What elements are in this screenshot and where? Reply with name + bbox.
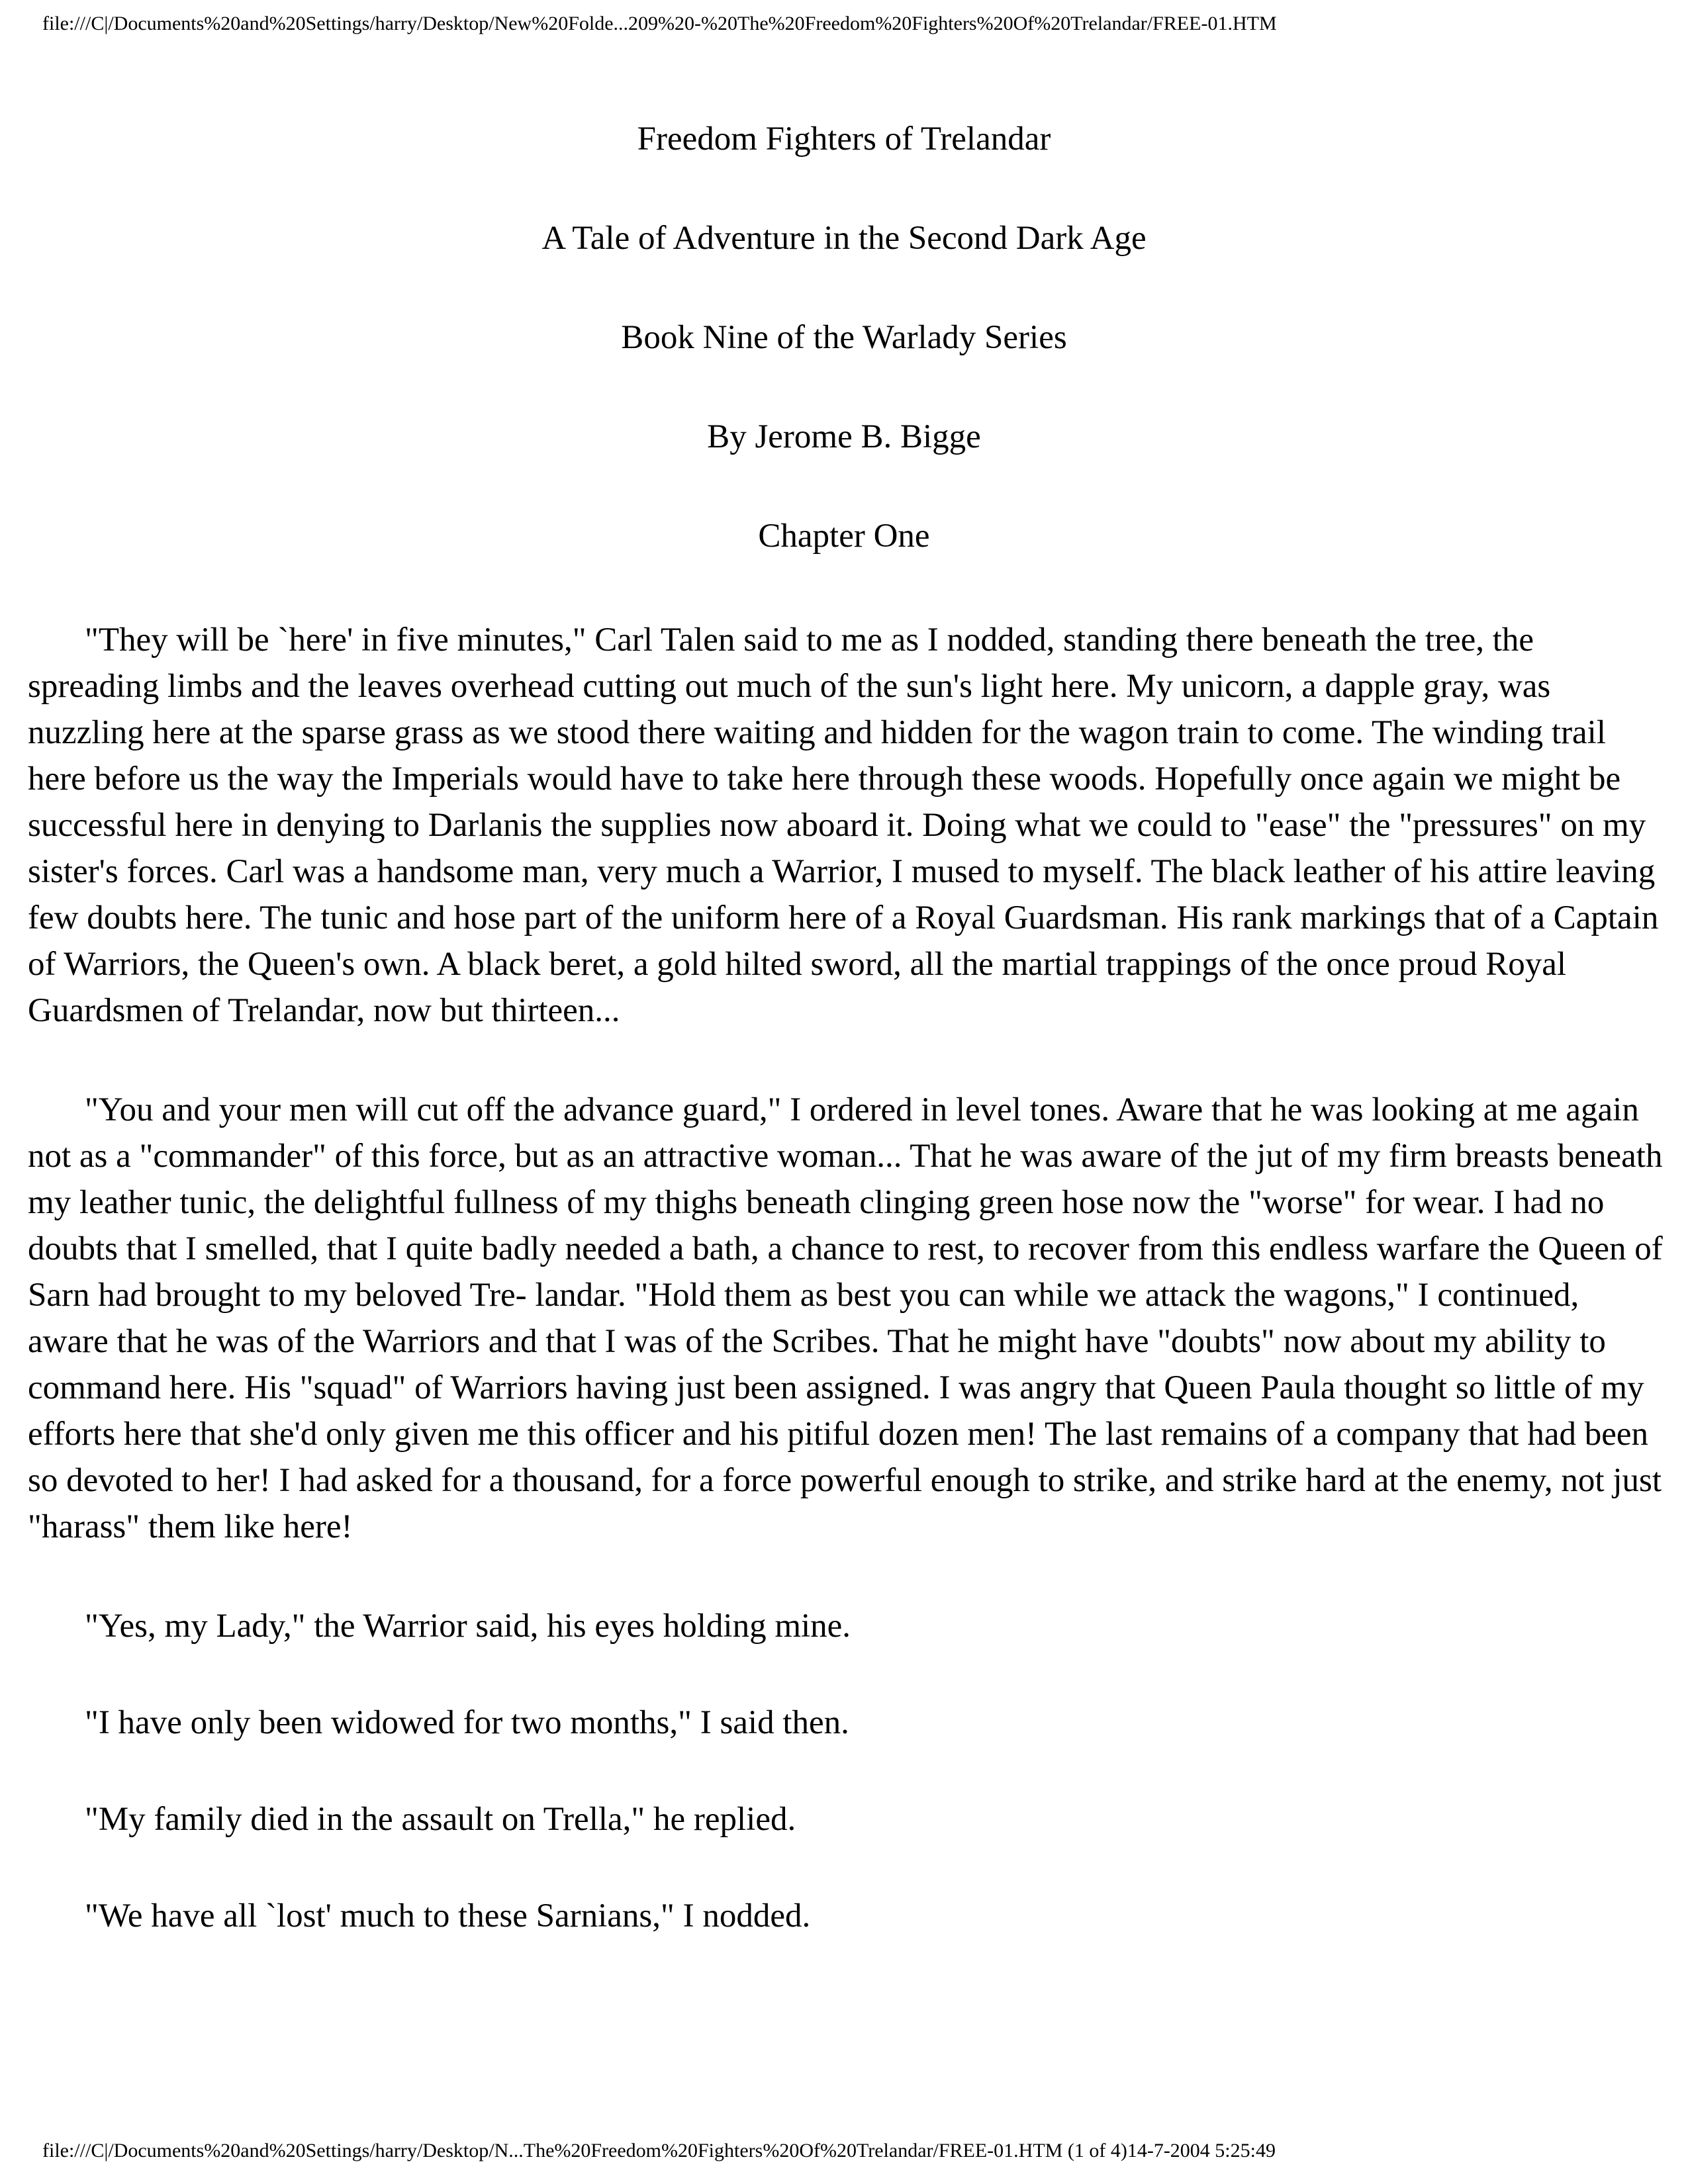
paragraph: "My family died in the assault on Trella," he replied. (85, 1801, 796, 1838)
print-footer (42, 2139, 1276, 2163)
book-title: Freedom Fighters of Trelandar (637, 120, 1051, 158)
print-footer-url: file:///C|/Documents%20and%20Settings/harry/Desktop/N...The%20Freedom%20Fighters%20Of%20Trelandar/FREE-01.HTM (42, 2140, 1063, 2161)
print-footer-timestamp: 14-7-2004 5:25:49 (1127, 2140, 1276, 2161)
print-footer-page-info: (1 of 4) (1067, 2140, 1127, 2161)
paragraph: "I have only been widowed for two months," I said then. (85, 1704, 849, 1741)
paragraph: "They will be `here' in five minutes," Carl Talen said to me as I nodded, standing there beneath the tree, the spreading limbs and the leaves overhead cutting out much of the sun's light here. My unicorn, a dapple gray, was nuzzling here at the sparse grass as we stood there waiting and hidden for the wagon train to come. The winding trail here before us the way the Imperials would have to take here through these woods. Hopefully once again we might be successful here in denying to Darlanis the supplies now aboard it. Doing what we could to "ease" the "pressures" on my sister's forces. Carl was a handsome man, very much a Warrior, I mused to myself. The black leather of his attire leaving few doubts here. The tunic and hose part of the uniform here of a Royal Guardsman. His rank markings that of a Captain of Warriors, the Queen's own. A black beret, a gold hilted sword, all the martial trappings of the once proud Royal Guardsmen of Trelandar, now but thirteen... (28, 621, 1659, 1029)
chapter-body (28, 617, 1664, 1989)
paragraph: "Yes, my Lady," the Warrior said, his eyes holding mine. (85, 1608, 851, 1645)
series-line: Book Nine of the Warlady Series (621, 319, 1067, 356)
author-line: By Jerome B. Bigge (707, 418, 981, 455)
paragraph: "You and your men will cut off the advance guard," I ordered in level tones. Aware that he was looking at me again not as a "commander" of this force, but as an attractive woman... That he was aware of the jut of my firm breasts beneath my leather tunic, the delightful fullness of my thighs beneath clinging green hose now the "worse" for wear. I had no doubts that I smelled, that I quite badly needed a bath, a chance to rest, to recover from this endless warfare the Queen of Sarn had brought to my beloved Tre- landar. "Hold them as best you can while we attack the wagons," I continued, aware that he was of the Warriors and that I was of the Scribes. That he might have "doubts" now about my ability to command here. His "squad" of Warriors having just been assigned. I was angry that Queen Paula thought so little of my efforts here that she'd only given me this officer and his pitiful dozen men! The last remains of a company that had been so devoted to her! I had asked for a thousand, for a force powerful enough to strike, and strike hard at the enemy, not just "harass" them like here! (28, 1091, 1663, 1545)
paragraph: "We have all `lost' much to these Sarnians," I nodded. (85, 1897, 811, 1934)
print-header-url: file:///C|/Documents%20and%20Settings/harry/Desktop/New%20Folde...209%20-%20The%20Freedom%20Fighters%20Of%20Trelandar/FREE-01.HTM (42, 13, 1277, 34)
title-block (0, 119, 1688, 615)
book-subtitle: A Tale of Adventure in the Second Dark Age (541, 220, 1147, 257)
chapter-heading: Chapter One (758, 518, 930, 555)
